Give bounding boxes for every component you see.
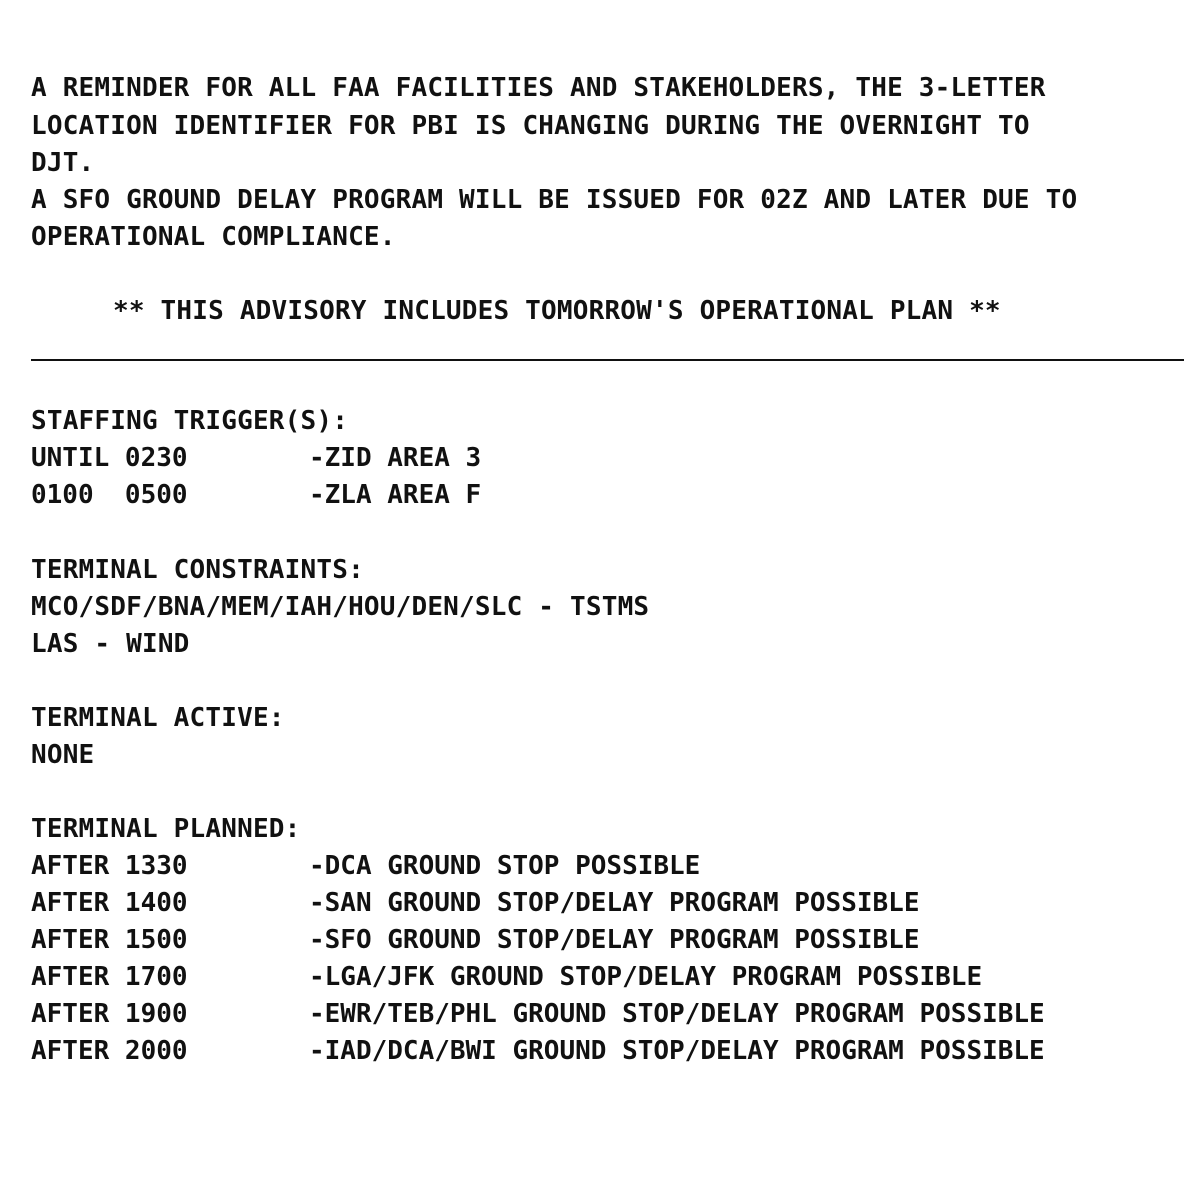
staffing-detail: -ZID AREA 3: [309, 443, 482, 473]
reminder-line: LOCATION IDENTIFIER FOR PBI IS CHANGING DURING THE OVERNIGHT TO: [31, 111, 1030, 141]
planned-detail: -DCA GROUND STOP POSSIBLE: [309, 851, 701, 881]
reminder-line: OPERATIONAL COMPLIANCE.: [31, 222, 396, 252]
staffing-time: 0100 0500: [31, 480, 188, 510]
planned-detail: -LGA/JFK GROUND STOP/DELAY PROGRAM POSSIBLE: [309, 962, 983, 992]
advisory-banner: ** THIS ADVISORY INCLUDES TOMORROW'S OPERATIONAL PLAN **: [113, 296, 1001, 326]
staffing-row: [31, 477, 482, 514]
planned-row: [31, 885, 920, 922]
planned-detail: -EWR/TEB/PHL GROUND STOP/DELAY PROGRAM POSSIBLE: [309, 999, 1045, 1029]
reminder-line: DJT.: [31, 148, 95, 178]
constraints-heading: TERMINAL CONSTRAINTS:: [31, 555, 364, 585]
active-heading: TERMINAL ACTIVE:: [31, 703, 285, 733]
staffing-detail: -ZLA AREA F: [309, 480, 482, 510]
planned-detail: -SAN GROUND STOP/DELAY PROGRAM POSSIBLE: [309, 888, 920, 918]
planned-heading: TERMINAL PLANNED:: [31, 814, 301, 844]
planned-time: AFTER 1900: [31, 999, 188, 1029]
section-divider: [31, 359, 1184, 361]
planned-detail: -SFO GROUND STOP/DELAY PROGRAM POSSIBLE: [309, 925, 920, 955]
staffing-time: UNTIL 0230: [31, 443, 188, 473]
planned-row: [31, 922, 920, 959]
planned-time: AFTER 1700: [31, 962, 188, 992]
planned-time: AFTER 1330: [31, 851, 188, 881]
reminder-line: A SFO GROUND DELAY PROGRAM WILL BE ISSUED FOR 02Z AND LATER DUE TO: [31, 185, 1078, 215]
constraint-line: MCO/SDF/BNA/MEM/IAH/HOU/DEN/SLC - TSTMS: [31, 592, 650, 622]
planned-row: [31, 1033, 1045, 1070]
planned-time: AFTER 1500: [31, 925, 188, 955]
staffing-heading: STAFFING TRIGGER(S):: [31, 406, 349, 436]
planned-time: AFTER 2000: [31, 1036, 188, 1066]
active-value: NONE: [31, 740, 95, 770]
planned-row: [31, 959, 983, 996]
planned-row: [31, 848, 701, 885]
constraint-line: LAS - WIND: [31, 629, 190, 659]
staffing-row: [31, 440, 482, 477]
planned-time: AFTER 1400: [31, 888, 188, 918]
reminder-line: A REMINDER FOR ALL FAA FACILITIES AND STAKEHOLDERS, THE 3-LETTER: [31, 73, 1046, 103]
planned-detail: -IAD/DCA/BWI GROUND STOP/DELAY PROGRAM POSSIBLE: [309, 1036, 1045, 1066]
planned-row: [31, 996, 1045, 1033]
